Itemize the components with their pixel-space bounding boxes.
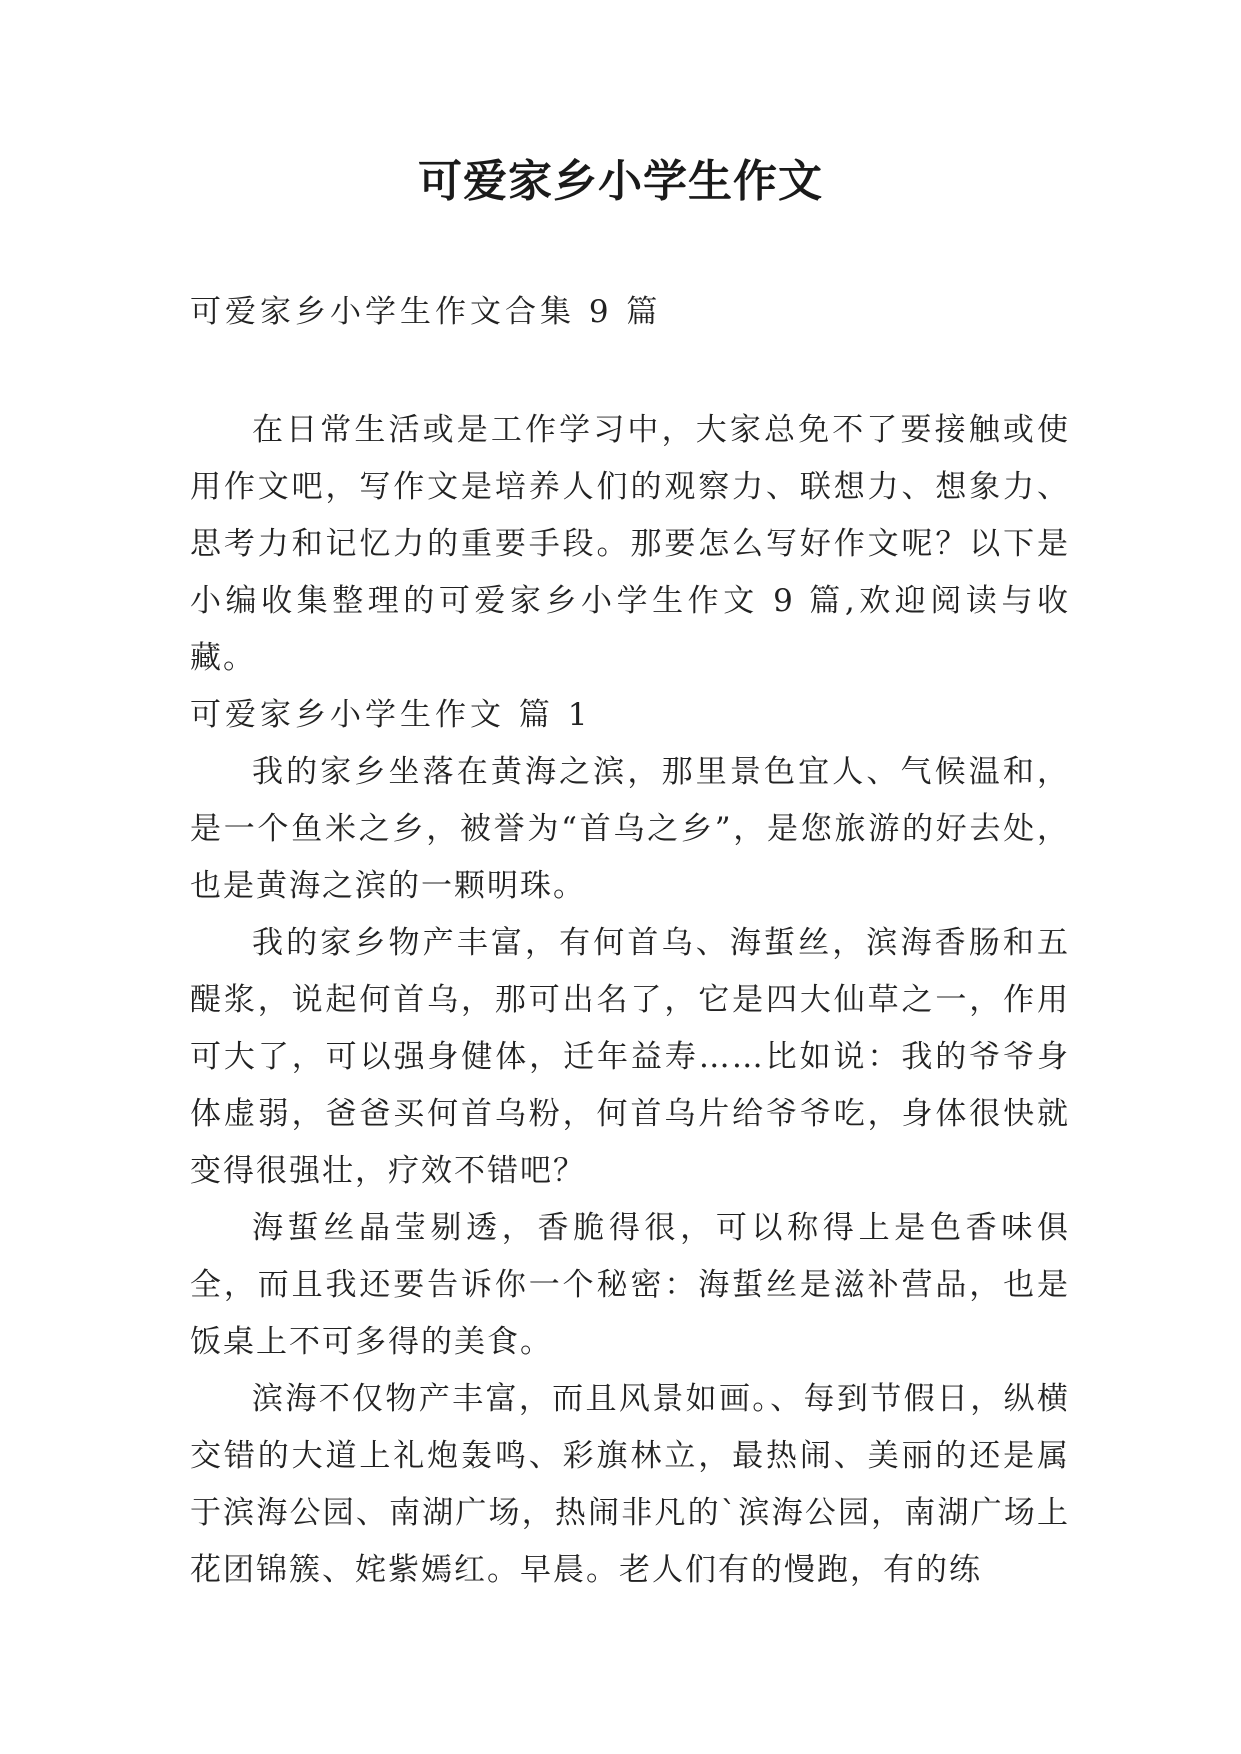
body-paragraph-1: 我的家乡坐落在黄海之滨，那里景色宜人、气候温和，是一个鱼米之乡，被誉为“首乌之乡”，是您旅游的好去处，也是黄海之滨的一颗明珠。 <box>190 754 1070 904</box>
body-paragraph-4: 滨海不仅物产丰富，而且风景如画。、每到节假日，纵横交错的大道上礼炮轰鸣、彩旗林立，最热闹、美丽的还是属于滨海公园、南湖广场，热闹非凡的`滨海公园，南湖广场上花团锦簇、姹紫嫣红。早晨。老人们有的慢跑，有的练 <box>190 1381 1070 1588</box>
document-body <box>190 402 1070 1599</box>
body-paragraph-2: 我的家乡物产丰富，有何首乌、海蜇丝，滨海香肠和五醍浆，说起何首乌，那可出名了，它是四大仙草之一，作用可大了，可以强身健体，迁年益寿……比如说：我的爷爷身体虚弱，爸爸买何首乌粉，何首乌片给爷爷吃，身体很快就变得很强壮，疗效不错吧？ <box>190 925 1070 1189</box>
document-subtitle: 可爱家乡小学生作文合集 9 篇 <box>190 294 662 330</box>
intro-paragraph: 在日常生活或是工作学习中，大家总免不了要接触或使用作文吧，写作文是培养人们的观察力、联想力、想象力、思考力和记忆力的重要手段。那要怎么写好作文呢？以下是小编收集整理的可爱家乡小学生作文 9 篇,欢迎阅读与收藏。 <box>190 412 1070 676</box>
section-heading: 可爱家乡小学生作文 篇 1 <box>190 697 592 733</box>
body-paragraph-3: 海蜇丝晶莹剔透，香脆得很，可以称得上是色香味俱全，而且我还要告诉你一个秘密：海蜇丝是滋补营品，也是饭桌上不可多得的美食。 <box>190 1210 1070 1360</box>
document-title: 可爱家乡小学生作文 <box>418 156 823 207</box>
